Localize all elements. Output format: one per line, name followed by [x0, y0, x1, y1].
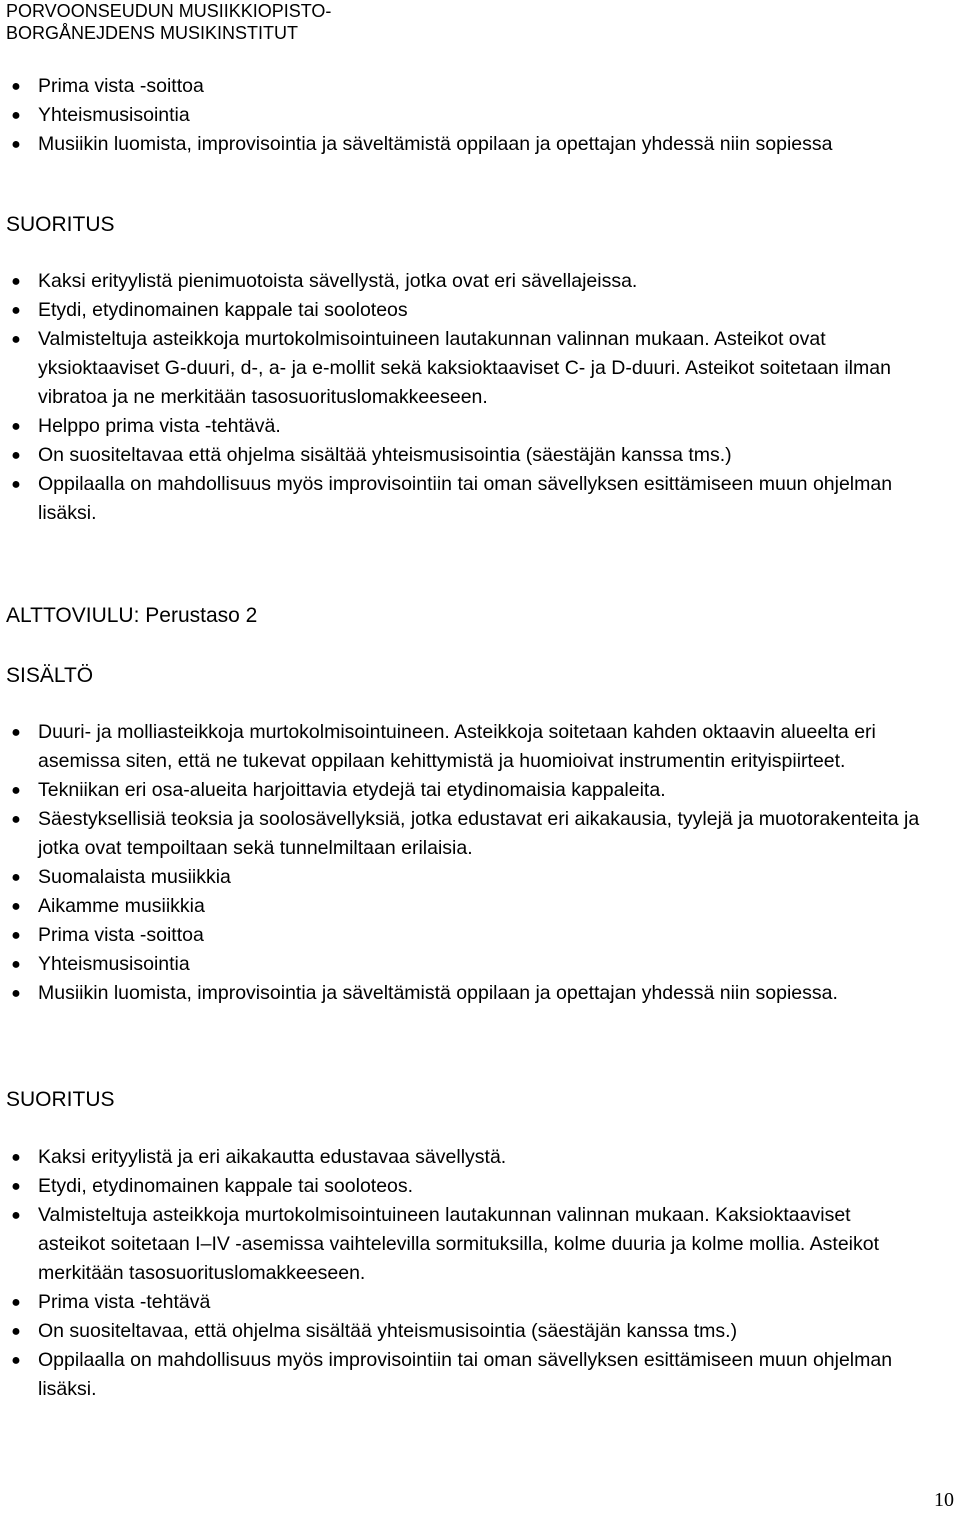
list-item: ● On suositeltavaa että ohjelma sisältää yhteismusisointia (säestäjän kanssa tms.): [0, 441, 960, 470]
bullet-icon: ●: [11, 1149, 21, 1166]
list-item: ● Duuri- ja molliasteikkoja murtokolmisointuineen. Asteikkoja soitetaan kahden oktaavin alueelta eri asemissa siten, että ne tukevat oppilaan kehittymistä ja huomioivat instrumentin erityispiirteet.: [0, 718, 960, 776]
section-heading-suoritus: SUORITUS: [6, 1088, 115, 1111]
page-number: 10: [934, 1489, 954, 1511]
bullet-icon: ●: [11, 724, 21, 741]
bullet-icon: ●: [11, 1352, 21, 1369]
bullet-icon: ●: [11, 898, 21, 915]
bullet-icon: ●: [11, 869, 21, 886]
bullet-icon: ●: [11, 107, 21, 124]
list-item: ● Yhteismusisointia: [0, 101, 960, 130]
bullet-icon: ●: [11, 811, 21, 828]
page-header: [6, 0, 566, 44]
content-list-4: [0, 1143, 960, 1404]
list-item: ● Yhteismusisointia: [0, 950, 960, 979]
list-item: ● Suomalaista musiikkia: [0, 863, 960, 892]
list-item: ● Kaksi erityylistä ja eri aikakautta edustavaa sävellystä.: [0, 1143, 960, 1172]
bullet-icon: ●: [11, 782, 21, 799]
list-item: ● Oppilaalla on mahdollisuus myös improvisointiin tai oman sävellyksen esittämiseen muun ohjelman lisäksi.: [0, 1346, 960, 1404]
bullet-icon: ●: [11, 1207, 21, 1224]
bullet-icon: ●: [11, 927, 21, 944]
section-heading-suoritus: SUORITUS: [6, 213, 115, 236]
list-item: ● Etydi, etydinomainen kappale tai sooloteos: [0, 296, 960, 325]
bullet-icon: ●: [11, 418, 21, 435]
list-item: ● Oppilaalla on mahdollisuus myös improvisointiin tai oman sävellyksen esittämiseen muun ohjelman lisäksi.: [0, 470, 960, 528]
list-item: ● On suositeltavaa, että ohjelma sisältää yhteismusisointia (säestäjän kanssa tms.): [0, 1317, 960, 1346]
list-item: ● Prima vista -soittoa: [0, 72, 960, 101]
header-line-2: BORGÅNEJDENS MUSIKINSTITUT: [6, 23, 299, 43]
list-item: ● Tekniikan eri osa-alueita harjoittavia etydejä tai etydinomaisia kappaleita.: [0, 776, 960, 805]
bullet-icon: ●: [11, 476, 21, 493]
bullet-icon: ●: [11, 302, 21, 319]
bullet-icon: ●: [11, 331, 21, 348]
bullet-icon: ●: [11, 1294, 21, 1311]
bullet-icon: ●: [11, 985, 21, 1002]
list-item: ● Musiikin luomista, improvisointia ja säveltämistä oppilaan ja opettajan yhdessä niin sopiessa.: [0, 979, 960, 1008]
list-item: ● Kaksi erityylistä pienimuotoista sävellystä, jotka ovat eri sävellajeissa.: [0, 267, 960, 296]
header-line-1: PORVOONSEUDUN MUSIIKKIOPISTO-: [6, 1, 332, 21]
level-heading: ALTTOVIULU: Perustaso 2: [6, 604, 258, 627]
content-list-2: [0, 267, 960, 528]
list-item: ● Etydi, etydinomainen kappale tai sooloteos.: [0, 1172, 960, 1201]
list-item: ● Aikamme musiikkia: [0, 892, 960, 921]
bullet-icon: ●: [11, 1323, 21, 1340]
section-heading-sisalto: SISÄLTÖ: [6, 664, 94, 687]
bullet-icon: ●: [11, 136, 21, 153]
bullet-icon: ●: [11, 273, 21, 290]
list-item: ● Prima vista -tehtävä: [0, 1288, 960, 1317]
list-item: ● Helppo prima vista -tehtävä.: [0, 412, 960, 441]
list-item: ● Prima vista -soittoa: [0, 921, 960, 950]
content-list-3: [0, 718, 960, 1008]
bullet-icon: ●: [11, 78, 21, 95]
list-item: ● Valmisteltuja asteikkoja murtokolmisointuineen lautakunnan valinnan mukaan. Asteikot ovat yksioktaaviset G-duuri, d-, a- ja e-mollit sekä kaksioktaaviset C- ja D-duuri. Asteikot soitetaan ilman vibratoa ja ne merkitään tasosuorituslomakkeeseen.: [0, 325, 960, 412]
bullet-icon: ●: [11, 956, 21, 973]
list-item: ● Musiikin luomista, improvisointia ja säveltämistä oppilaan ja opettajan yhdessä niin sopiessa: [0, 130, 960, 159]
content-list-1: [0, 72, 960, 159]
bullet-icon: ●: [11, 1178, 21, 1195]
list-item: ● Valmisteltuja asteikkoja murtokolmisointuineen lautakunnan valinnan mukaan. Kaksioktaaviset asteikot soitetaan I–IV -asemissa vaihtelevilla sormituksilla, kolme duuria ja kolme mollia. Asteikot merkitään tasosuorituslomakkeeseen.: [0, 1201, 960, 1288]
bullet-icon: ●: [11, 447, 21, 464]
list-item: ● Säestyksellisiä teoksia ja soolosävellyksiä, jotka edustavat eri aikakausia, tyylejä ja muotorakenteita ja jotka ovat tempoiltaan sekä tunnelmiltaan erilaisia.: [0, 805, 960, 863]
